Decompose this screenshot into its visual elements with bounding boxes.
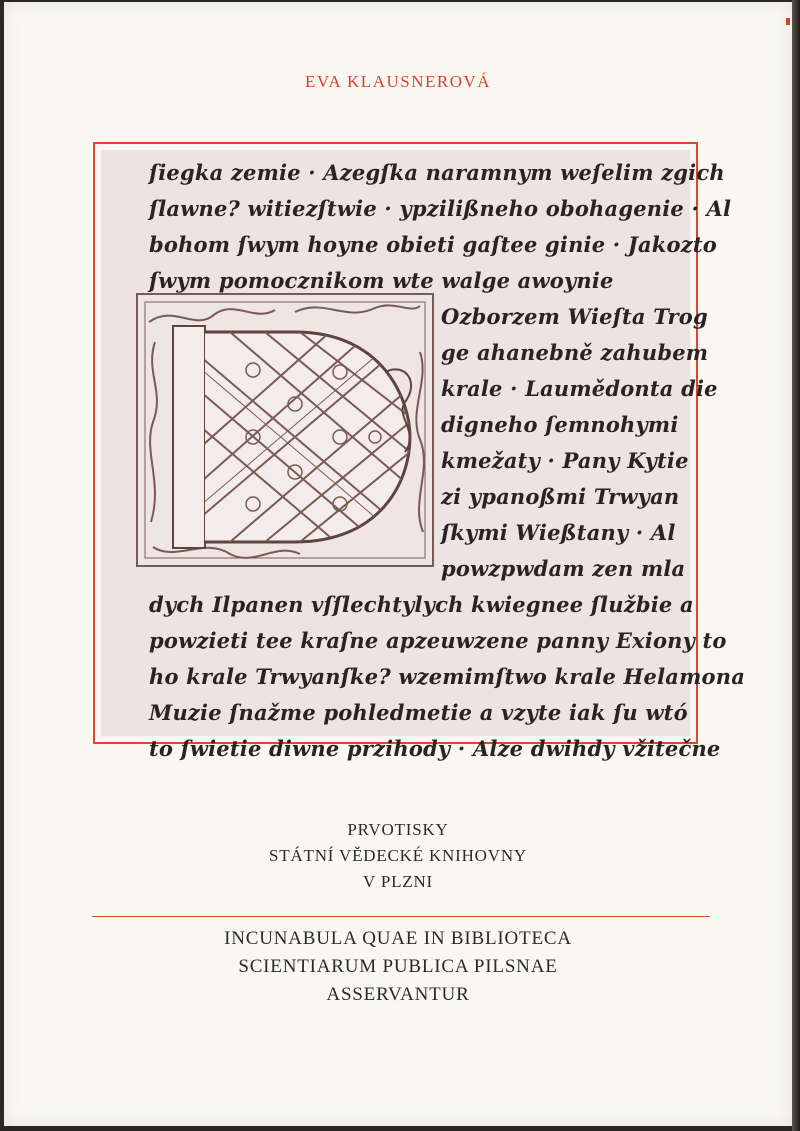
facsimile-line: ſkymi Wießtany · Al (441, 520, 676, 545)
title-line: PRVOTISKY (347, 820, 449, 839)
author-name: EVA KLAUSNEROVÁ (304, 72, 492, 91)
facsimile-line: to ſwietie diwne przihody · Alze dwihdy vžitečne (149, 736, 721, 761)
facsimile-line: powzieti tee kraſne apzeuwzene panny Exiony to (149, 628, 727, 653)
title-line: V PLZNI (363, 872, 433, 891)
facsimile-line: zi ypanoßmi Trwyan (441, 484, 680, 509)
facsimile-line: ho krale Trwyanſke? wzemimſtwo krale Helamona (149, 664, 746, 689)
title-line: STÁTNÍ VĚDECKÉ KNIHOVNY (269, 846, 527, 865)
facsimile-line: bohom ſwym hoyne obieti gaſtee ginie · Jakozto (149, 232, 717, 257)
title-divider (92, 916, 710, 917)
latin-title-line: SCIENTIARUM PUBLICA PILSNAE (238, 956, 558, 977)
book-cover (4, 2, 792, 1126)
facsimile-line: ſlawne? witiezſtwie · ypzilißneho obohagenie · Al (149, 196, 732, 221)
facsimile-line: Ozborzem Wieſta Trog (441, 304, 708, 329)
facsimile-line: krale · Laumědonta die (441, 376, 718, 401)
latin-title-line: ASSERVANTUR (326, 984, 470, 1005)
latin-title-line: INCUNABULA QUAE IN BIBLIOTECA (224, 928, 572, 949)
facsimile-line: powzpwdam zen mla (441, 556, 686, 581)
facsimile-line: ſiegka zemie · Azegſka naramnym weſelim zgich (149, 160, 725, 185)
facsimile-line: digneho ſemnohymi (441, 412, 679, 437)
facsimile-line: kmežaty · Pany Kytie (441, 448, 689, 473)
book-edge (792, 0, 800, 1131)
decorated-initial-ornament (135, 292, 435, 570)
illustration-frame (93, 142, 746, 761)
facsimile-line: dych Ilpanen vſſlechtylych kwiegnee ſlužbie a (149, 592, 694, 617)
facsimile-line: ſwym pomocznikom wte walge awoynie (149, 268, 614, 293)
facsimile-line: Muzie ſnažme pohledmetie a vzyte iak ſu wtó (149, 700, 688, 725)
facsimile-line: ge ahanebně zahubem (441, 340, 709, 365)
blackletter-facsimile (101, 150, 746, 761)
corner-mark (786, 18, 790, 25)
